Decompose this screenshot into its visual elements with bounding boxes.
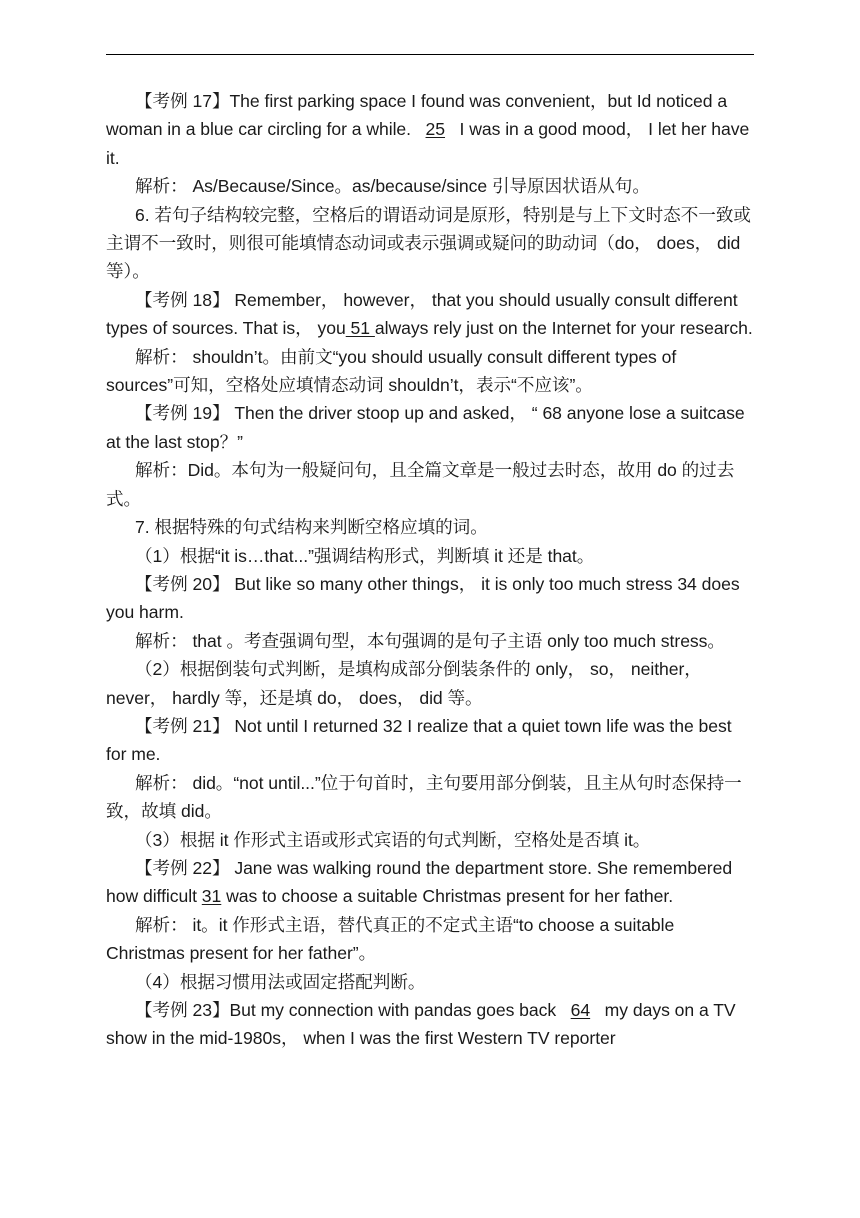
paragraph-rule-7-4: （4）根据习惯用法或固定搭配判断。 — [135, 971, 426, 992]
paragraph-analysis-18: 解析： shouldn’t。由前文“you should usually consult different types of sources”可知，空格处应填情态动词 shouldn’t，表示“不应该”。 — [106, 346, 677, 396]
paragraph-analysis-21: 解析： did。“not until...”位于句首时，主句要用部分倒装，且主从句时态保持一致，故填 did。 — [106, 772, 742, 822]
paragraph-rule-7-3: （3）根据 it 作形式主语或形式宾语的句式判断，空格处是否填 it。 — [135, 829, 651, 850]
header-rule — [106, 54, 754, 55]
paragraph-example-19: 【考例 19】 Then the driver stoop up and asked， “ 68 anyone lose a suitcase at the last stop？” — [106, 403, 745, 452]
paragraph-rule-6: 6. 若句子结构较完整，空格后的谓语动词是原形，特别是与上下文时态不一致或主谓不一致时，则很可能填情态动词或表示强调或疑问的助动词（do， does， did 等）。 — [106, 204, 751, 282]
paragraph-example-20: 【考例 20】 But like so many other things， it is only too much stress 34 does you harm. — [106, 573, 740, 623]
blank-25: 25 — [425, 119, 446, 140]
document-body — [106, 87, 756, 1053]
paragraph-analysis-20: 解析： that 。考查强调句型，本句强调的是句子主语 only too much stress。 — [135, 630, 725, 651]
paragraph-example-17: 【考例 17】The first parking space I found was convenient，but Id noticed a woman in a blue car circling for a while. 25 I was in a good mood， I let her have it. — [106, 91, 750, 168]
paragraph-example-22: 【考例 22】 Jane was walking round the department store. She remembered how difficult 31 was to choose a suitable Christmas present for her father. — [106, 857, 733, 907]
paragraph-example-21: 【考例 21】 Not until I returned 32 I realize that a quiet town life was the best for me. — [106, 715, 732, 765]
blank-64: 64 — [570, 1000, 591, 1020]
paragraph-rule-7-2: （2）根据倒装句式判断，是填构成部分倒装条件的 only， so， neither， never， hardly 等，还是填 do， does， did 等。 — [106, 659, 702, 708]
blank-31: 31 — [201, 886, 222, 907]
paragraph-analysis-19: 解析：Did。本句为一般疑问句，且全篇文章是一般过去时态，故用 do 的过去式。 — [106, 460, 735, 509]
paragraph-rule-7-1: （1）根据“it is…that...”强调结构形式，判断填 it 还是 that。 — [135, 545, 595, 566]
paragraph-example-23: 【考例 23】But my connection with pandas goes back 64 my days on a TV show in the mid-1980s， when I was the first Western TV reporter — [106, 1000, 736, 1049]
paragraph-analysis-22: 解析： it。it 作形式主语，替代真正的不定式主语“to choose a suitable Christmas present for her father”。 — [106, 914, 675, 964]
paragraph-example-18: 【考例 18】 Remember， however， that you should usually consult different types of sources. That is， you 51 always rely just on the Internet for your research. — [106, 289, 753, 339]
paragraph-rule-7: 7. 根据特殊的句式结构来判断空格应填的词。 — [135, 517, 488, 538]
blank-51: 51 — [345, 318, 375, 339]
paragraph-analysis-17: 解析： As/Because/Since。as/because/since 引导原因状语从句。 — [135, 176, 650, 197]
